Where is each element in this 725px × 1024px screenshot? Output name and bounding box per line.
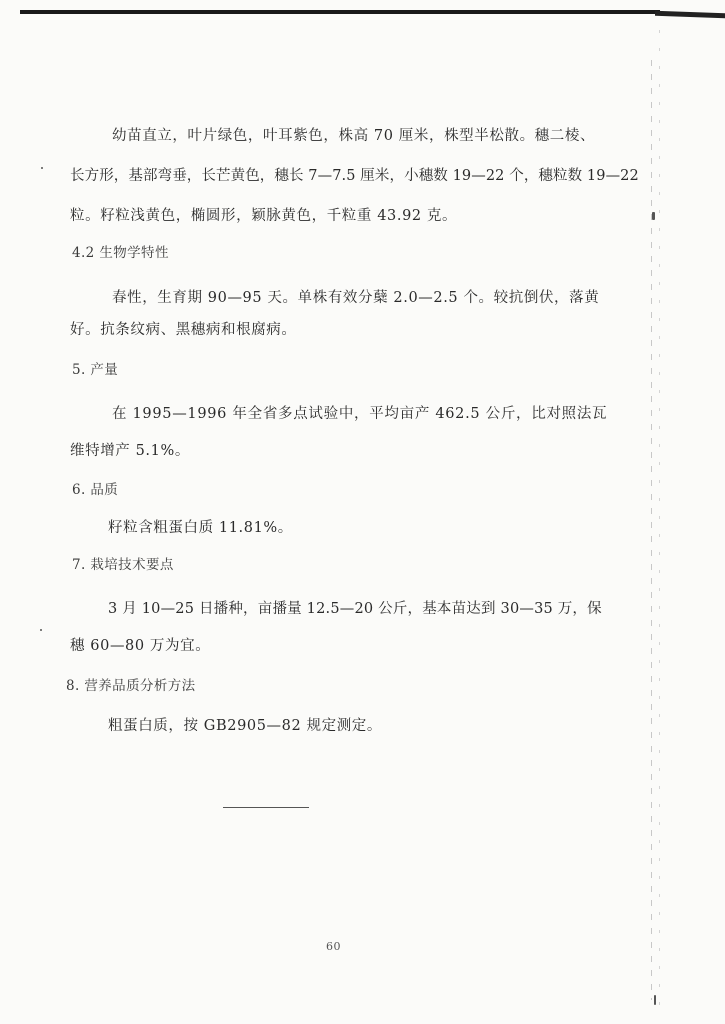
paragraph-3-line-1: 在 1995—1996 年全省多点试验中，平均亩产 462.5 公斤，比对照法瓦 (112, 406, 608, 422)
section-8-heading: 8. 营养品质分析方法 (66, 678, 196, 694)
paragraph-5-line-2: 穗 60—80 万为宜。 (70, 638, 211, 654)
scan-speck (40, 629, 42, 631)
paragraph-2-line-1: 春性，生育期 90—95 天。单株有效分蘖 2.0—2.5 个。较抗倒伏，落黄 (112, 290, 600, 306)
closing-rule (223, 807, 309, 808)
section-4-2-heading: 4.2 生物学特性 (72, 245, 169, 261)
scan-edge-line (651, 60, 652, 1000)
top-scan-border-tail (655, 11, 725, 18)
section-7-heading: 7. 栽培技术要点 (72, 557, 174, 573)
scan-edge-line-outer (659, 30, 660, 1010)
section-6-heading: 6. 品质 (72, 482, 119, 498)
paragraph-3-line-2: 维特增产 5.1%。 (70, 443, 190, 459)
paragraph-2-line-2: 好。抗条纹病、黑穗病和根腐病。 (70, 322, 297, 338)
scan-speck (41, 167, 43, 169)
paragraph-1-line-1: 幼苗直立，叶片绿色，叶耳紫色，株高 70 厘米，株型半松散。穗二棱、 (112, 128, 596, 144)
scan-speck (652, 212, 655, 220)
paragraph-1-line-3: 粒。籽粒浅黄色，椭圆形，颖脉黄色，千粒重 43.92 克。 (70, 208, 458, 224)
paragraph-6-line-1: 粗蛋白质，按 GB2905—82 规定测定。 (108, 718, 383, 734)
top-scan-border (20, 10, 660, 14)
page-number: 60 (326, 940, 341, 953)
paragraph-5-line-1: 3 月 10—25 日播种，亩播量 12.5—20 公斤，基本苗达到 30—35 万，保 (108, 601, 602, 617)
paragraph-4-line-1: 籽粒含粗蛋白质 11.81%。 (108, 520, 293, 536)
scan-speck (654, 995, 656, 1005)
section-5-heading: 5. 产量 (72, 362, 119, 378)
paragraph-1-line-2: 长方形，基部弯垂，长芒黄色，穗长 7—7.5 厘米，小穗数 19—22 个，穗粒数 19—22 (70, 168, 639, 184)
